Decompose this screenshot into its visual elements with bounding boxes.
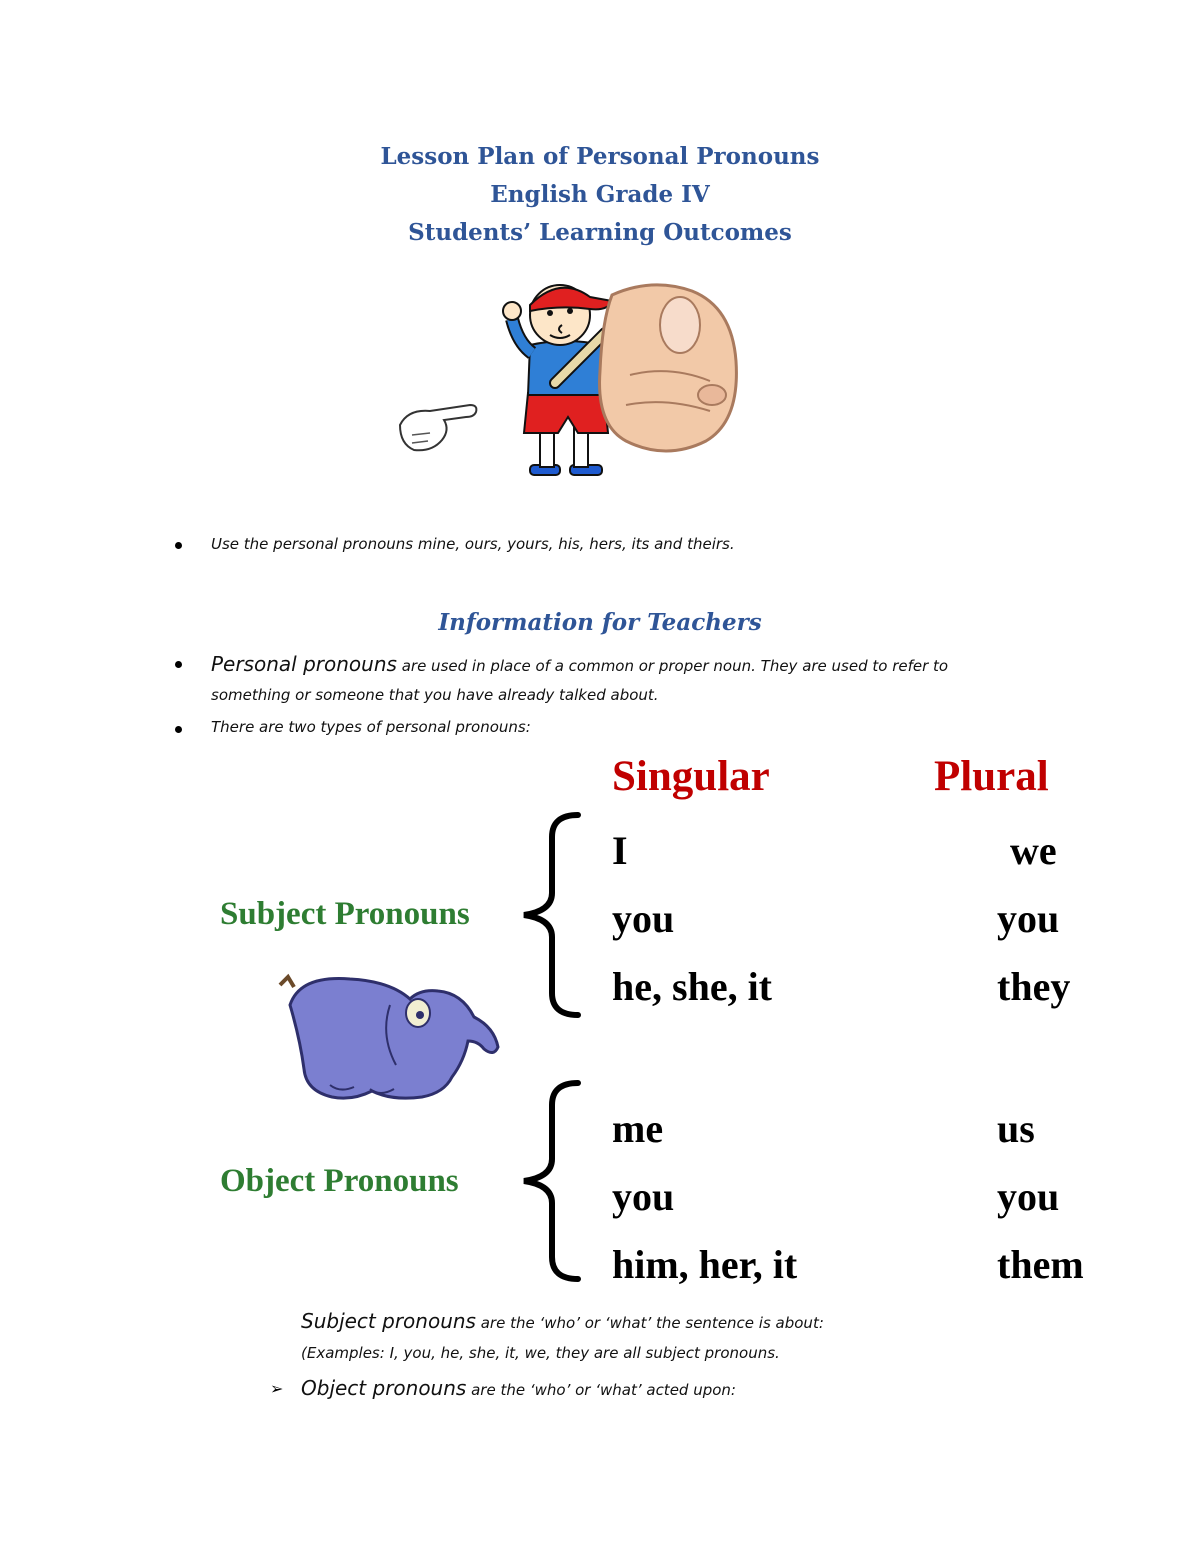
subject-plural-3: they (997, 964, 1071, 1009)
subject-pronouns-term: Subject pronouns (301, 1309, 476, 1333)
subject-note (301, 1309, 824, 1333)
info-bullet-1-cont: something or someone that you have already talked about. (211, 686, 659, 704)
subject-singular-1: I (612, 828, 628, 873)
subject-brace-icon (500, 805, 590, 1025)
column-singular-header: Singular (612, 753, 770, 800)
subject-singular-3: he, she, it (612, 964, 772, 1009)
object-singular-2: you (612, 1174, 675, 1219)
bullet-dot (175, 542, 182, 549)
boy-pointing-illustration (390, 275, 770, 485)
object-plural-1: us (997, 1106, 1035, 1151)
boy-with-bat-icon (503, 285, 612, 475)
arrow-bullet-icon: ➢ (270, 1379, 284, 1398)
object-singular-1: me (612, 1106, 664, 1151)
subject-plural-2: you (997, 896, 1060, 941)
elephant-icon (270, 965, 500, 1113)
info-bullet-2: There are two types of personal pronouns: (211, 718, 531, 736)
object-pronouns-label: Object Pronouns (220, 1163, 459, 1199)
subject-singular-2: you (612, 896, 675, 941)
object-plural-3: them (997, 1242, 1084, 1287)
grade-subtitle: English Grade IV (490, 181, 710, 208)
subject-plural-1: we (1010, 828, 1057, 873)
object-brace-icon (500, 1073, 590, 1288)
outcome-item: Use the personal pronouns mine, ours, yours, his, hers, its and theirs. (211, 535, 735, 553)
info-heading: Information for Teachers (438, 609, 762, 636)
personal-pronouns-term: Personal pronouns (211, 652, 397, 676)
pointing-fist-icon (600, 285, 737, 451)
column-plural-header: Plural (934, 753, 1049, 800)
info-bullet-1 (211, 652, 948, 676)
object-singular-3: him, her, it (612, 1242, 798, 1287)
object-note-text: are the ‘who’ or ‘what’ acted upon: (466, 1381, 736, 1399)
object-pronouns-term: Object pronouns (301, 1376, 467, 1400)
object-note (301, 1376, 736, 1400)
info-bullet-1-text: are used in place of a common or proper noun. They are used to refer to (396, 657, 949, 675)
subject-examples: (Examples: I, you, he, she, it, we, they are all subject pronouns. (301, 1344, 780, 1362)
bullet-dot (175, 661, 182, 668)
subject-pronouns-label: Subject Pronouns (220, 896, 470, 932)
page-title: Lesson Plan of Personal Pronouns (380, 143, 820, 170)
object-plural-2: you (997, 1174, 1060, 1219)
bullet-dot (175, 726, 182, 733)
subject-note-text: are the ‘who’ or ‘what’ the sentence is about: (475, 1314, 824, 1332)
outcomes-subtitle: Students’ Learning Outcomes (408, 219, 792, 246)
small-pointing-hand-icon (400, 405, 476, 450)
